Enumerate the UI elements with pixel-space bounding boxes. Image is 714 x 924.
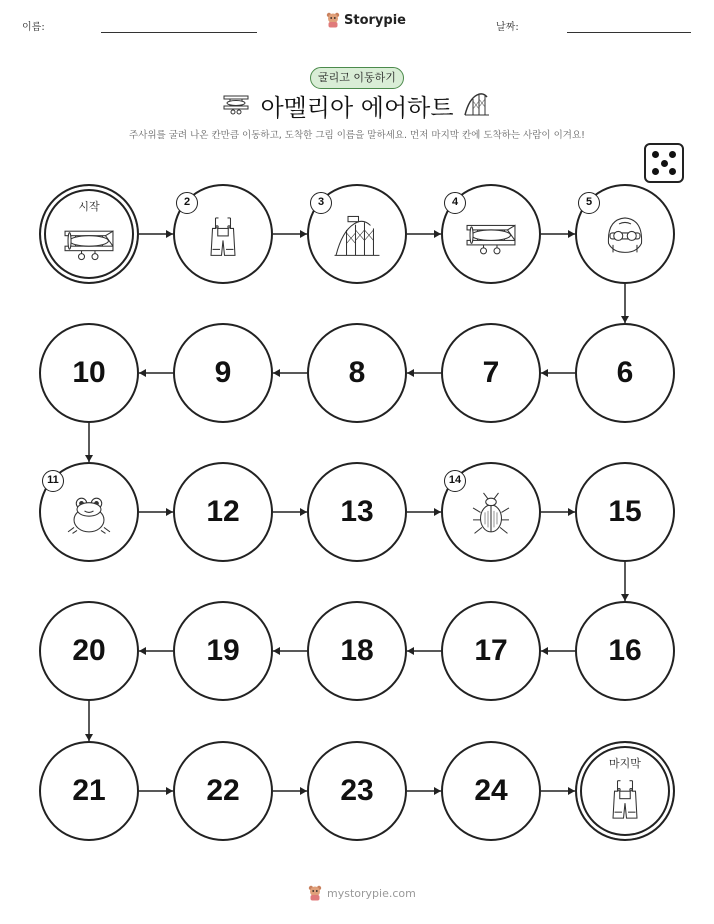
cell-number-badge: 11 [42, 470, 64, 492]
arrow-head [85, 734, 93, 741]
cell-number-badge: 14 [444, 470, 466, 492]
cell-number-badge: 2 [176, 192, 198, 214]
date-label: 날짜: [496, 22, 519, 33]
finish-label: 마지막 [609, 757, 641, 770]
cell-number: 23 [340, 774, 374, 807]
arrow-head [621, 594, 629, 601]
activity-badge: 굴리고 이동하기 [310, 67, 404, 89]
arrow-head [166, 508, 173, 516]
arrow-head [300, 230, 307, 238]
page-title: 아멜리아 에어하트 [260, 94, 454, 122]
arrow-head [407, 647, 414, 655]
cell-number: 21 [72, 774, 106, 807]
start-label: 시작 [78, 200, 100, 213]
cell-number: 24 [474, 774, 508, 807]
footer [308, 885, 416, 901]
arrow-head [568, 787, 575, 795]
cell-number: 9 [214, 356, 232, 389]
cell-number: 20 [72, 634, 106, 667]
instructions: 주사위를 굴려 나온 칸만큼 이동하고, 도착한 그림 이름을 말하세요. 먼저 마지막 칸에 도착하는 사람이 이겨요! [129, 130, 585, 141]
arrow-head [541, 369, 548, 377]
arrow-head [434, 787, 441, 795]
arrow-head [85, 455, 93, 462]
cell-number: 10 [72, 356, 106, 389]
cell-number: 8 [348, 356, 366, 389]
arrow-head [300, 508, 307, 516]
arrow-head [568, 508, 575, 516]
cell-number: 18 [340, 634, 374, 667]
cell-number: 22 [206, 774, 240, 807]
arrow-head [273, 647, 280, 655]
arrow-head [166, 230, 173, 238]
cell-number: 7 [482, 356, 500, 389]
arrow-head [166, 787, 173, 795]
arrow-head [139, 369, 146, 377]
arrow-head [568, 230, 575, 238]
arrow-head [434, 230, 441, 238]
cell-number: 17 [474, 634, 508, 667]
footer-url: mystorypie.com [327, 886, 416, 900]
arrow-head [139, 647, 146, 655]
cell-number: 16 [608, 634, 642, 667]
arrow-head [621, 316, 629, 323]
cell-number-badge: 4 [444, 192, 466, 214]
name-label: 이름: [22, 22, 45, 33]
cell-number-badge: 5 [578, 192, 600, 214]
cell-number-badge: 3 [310, 192, 332, 214]
arrow-head [434, 508, 441, 516]
arrow-head [407, 369, 414, 377]
arrow-head [300, 787, 307, 795]
bear-mascot-icon [308, 885, 322, 901]
cell-number: 12 [206, 495, 240, 528]
arrow-head [541, 647, 548, 655]
cell-number: 6 [616, 356, 634, 389]
cell-number: 13 [340, 495, 374, 528]
cell-number: 15 [608, 495, 642, 528]
brand-name: Storypie [344, 12, 406, 28]
cell-number: 19 [206, 634, 240, 667]
arrow-head [273, 369, 280, 377]
